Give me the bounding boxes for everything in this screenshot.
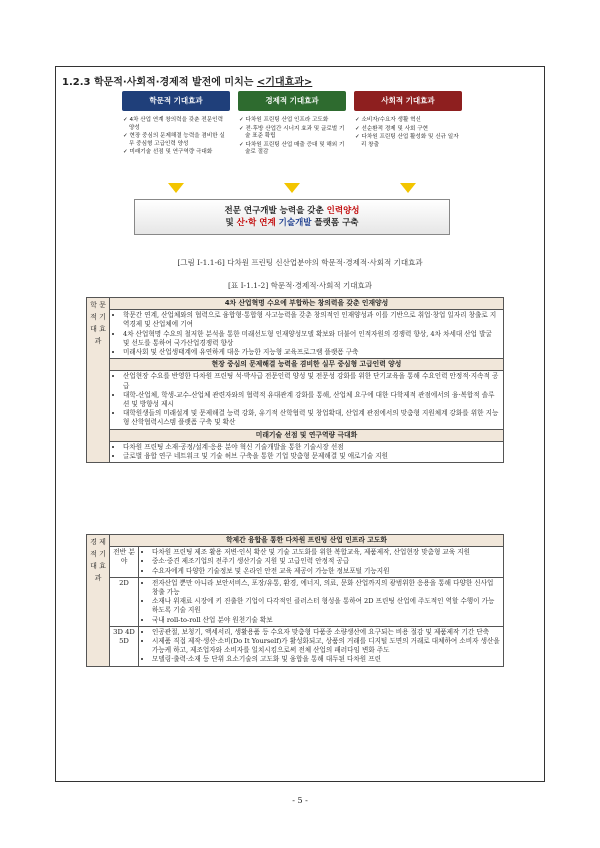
row-body: [139, 626, 504, 666]
row-label: 전반 분야: [110, 547, 139, 578]
list-item: ✓ 다차원 프린팅 산업 매출 증대 및 해외 기술로 절감: [239, 141, 345, 155]
list-item: • 중소·중견 제조기업의 전주기 생산기술 지원 및 고급인력 안정적 공급: [152, 557, 500, 566]
list-item: • 학문간 연계, 산업체와의 협력으로 융합형·통합형 사고능력을 갖춘 창의적인 인재양성과 이를 기반으로 취업·창업 일자리 창출로 지역경제 및 산업체에 기여: [123, 311, 500, 329]
list-item: ✓ 전·후방 산업간 시너지 효과 및 글로벌 기술 표준 확립: [239, 125, 345, 139]
economic-table: [86, 534, 504, 667]
figure-caption: [그림 Ⅰ-1.1-6] 다차원 프린팅 신산업분야의 학문적·경제적·사회적 기대효과: [177, 258, 423, 267]
list-item: ✓ 미래기술 선점 및 연구역량 극대화: [123, 149, 213, 155]
down-arrow-icon: [284, 183, 300, 193]
page-number: - 5 -: [292, 796, 308, 805]
list-item: • 대학-산업체, 학생-교수-산업체 관련자와의 협력적 유대관계 강화를 통해, 산업체 요구에 대한 다학제적 관점에서의 융·복합적 솔루션 및 방향성 제시: [123, 391, 500, 409]
down-arrow-icon: [400, 183, 416, 193]
section-heading: [62, 73, 312, 88]
group-title: 현장 중심의 문제해결 능력을 겸비한 실무 중심형 고급인력 양성: [110, 359, 504, 371]
list-item: ✓ 4차 산업 연계 창의력을 갖춘 전문인력 양성: [123, 117, 223, 131]
list-item: ✓ 소비자/수요자 생활 혁신: [355, 117, 421, 123]
list-item: • 글로벌 융합 연구 네트워크 및 기술 허브 구축을 통한 기업 맞춤형 문제해결 및 애로기술 지원: [123, 452, 500, 461]
list-item: ✓ 다차원 프린팅 산업 인프라 고도화: [239, 117, 329, 123]
economic-title: 학제간 융합을 통한 다차원 프린팅 산업 인프라 고도화: [110, 535, 504, 547]
social-list: [354, 117, 462, 150]
down-arrow-icon: [168, 183, 184, 193]
group-body: [110, 371, 504, 429]
list-item: ✓ 선순환적 경제 및 사회 구현: [355, 125, 429, 132]
figure-banner: 전문 연구개발 능력을 갖춘 인력양성 및 산·학 연계 기술개발 플랫폼 구축: [134, 199, 450, 235]
figure-expected-effects: [122, 91, 462, 243]
list-item: • 수요자에게 다양한 기술정보 및 온라인 안전 교육 제공이 가능한 정보포털 기능지원: [152, 567, 500, 576]
heading-underlined: <기대효과>: [256, 77, 313, 88]
category-economic: 경제적 기대효과: [238, 91, 346, 111]
list-item: ✓ 다차원 프린팅 산업 활성화 및 신규 일자리 창출: [355, 134, 459, 148]
group-body: [110, 441, 504, 462]
list-item: • 미래사회 및 산업생태계에 유연하게 대응 가능한 지능형 교육프로그램 플랫폼 구축: [123, 348, 500, 357]
academic-list: [122, 117, 230, 158]
list-item: • 4차 산업혁명 수요의 철저한 분석을 통한 미래선도형 인재양성모델 확보와 더불어 인적자원의 경쟁력 향상, 4차 차세대 산업 발굴 및 선도를 통하여 국가산업경쟁력 향상: [123, 330, 500, 348]
group-title: 미래기술 선점 및 연구역량 극대화: [110, 429, 504, 441]
heading-text: 1.2.3 학문적·사회적·경제적 발전에 미치는: [62, 77, 254, 88]
list-item: • 다차원 프린팅 소재·공정/설계·응용 분야 혁신 기술개발을 통한 기술시장 선점: [123, 443, 500, 452]
row-body: [139, 577, 504, 626]
group-body: [110, 310, 504, 359]
list-item: • 산업현장 수요를 반영한 다차원 프린팅 석·박사급 전문인력 양성 및 전문성 강화를 위한 단기교육을 통해 수요인력 안정적·지속적 공급: [123, 372, 500, 390]
list-item: • 다차원 프린팅 제조 활용 저변·인식 확산 및 기술 고도화를 위한 복합교육, 제품제작, 산업현장 맞춤형 교육 지원: [152, 548, 500, 557]
academic-side-label: 학 문 적 기 대 효 과: [87, 298, 110, 463]
list-item: ✓ 현장 중심의 문제해결 능력을 겸비한 실무 중심형 고급인력 양성: [123, 133, 225, 147]
economic-side-label: 경 제 적 기 대 효 과: [87, 535, 110, 667]
row-label: 2D: [110, 577, 139, 626]
list-item: • 시제품 직접 제작·생산·소비(Do It Yourself)가 활성화되고, 상품의 거래를 디지털 도면의 거래로 대체하여 소비자 생산을 가능케 하고, 제조업자와 소비자를 일치시킴으로써 전체 산업의 패러다임 변화 주도: [152, 637, 500, 655]
list-item: • 전자산업 뿐만 아니라 보안서비스, 포장/유통, 환경, 에너지, 의료, 문화 산업까지의 광범위한 응용을 통해 다양한 신사업 창출 가능: [152, 579, 500, 597]
list-item: • 국내 roll-to-roll 산업 분야 원천기술 확보: [152, 616, 500, 625]
table-caption: [표 Ⅰ-1.1-2] 학문적·경제적·사회적 기대효과: [228, 281, 372, 290]
category-academic: 학문적 기대효과: [122, 91, 230, 111]
row-body: [139, 547, 504, 578]
category-social: 사회적 기대효과: [354, 91, 462, 111]
list-item: • 소재나 위재료 시장에 키 진출한 기업이 다각적인 클러스터 형성을 통하여 2D 프린팅 산업에 주도적인 역할 수행이 가능하도록 기술 지원: [152, 597, 500, 615]
row-label: 3D 4D 5D: [110, 626, 139, 666]
group-title: 4차 산업혁명 수요에 부합하는 창의력을 갖춘 인재양성: [110, 298, 504, 310]
economic-list: [238, 117, 346, 158]
academic-table: [86, 297, 504, 463]
list-item: • 모델링·출력·소재 등 단위 요소기술의 고도화 및 융합을 통해 대두된 다차원 프린: [152, 655, 500, 664]
list-item: • 대학원생들의 미래설계 및 문제해결 능력 강화, 유기적 산학협력 및 창업확대, 산업계 관점에서의 맞춤형 지원체계 강화를 위한 지능형 산학협력시스템 플랫폼 구축 및 확산: [123, 409, 500, 427]
list-item: • 인공관절, 보청기, 액세서리, 생활용품 등 수요자 맞춤형 다품종 소량생산에 요구되는 비용 절감 및 제품제작 기간 단축: [152, 628, 500, 637]
